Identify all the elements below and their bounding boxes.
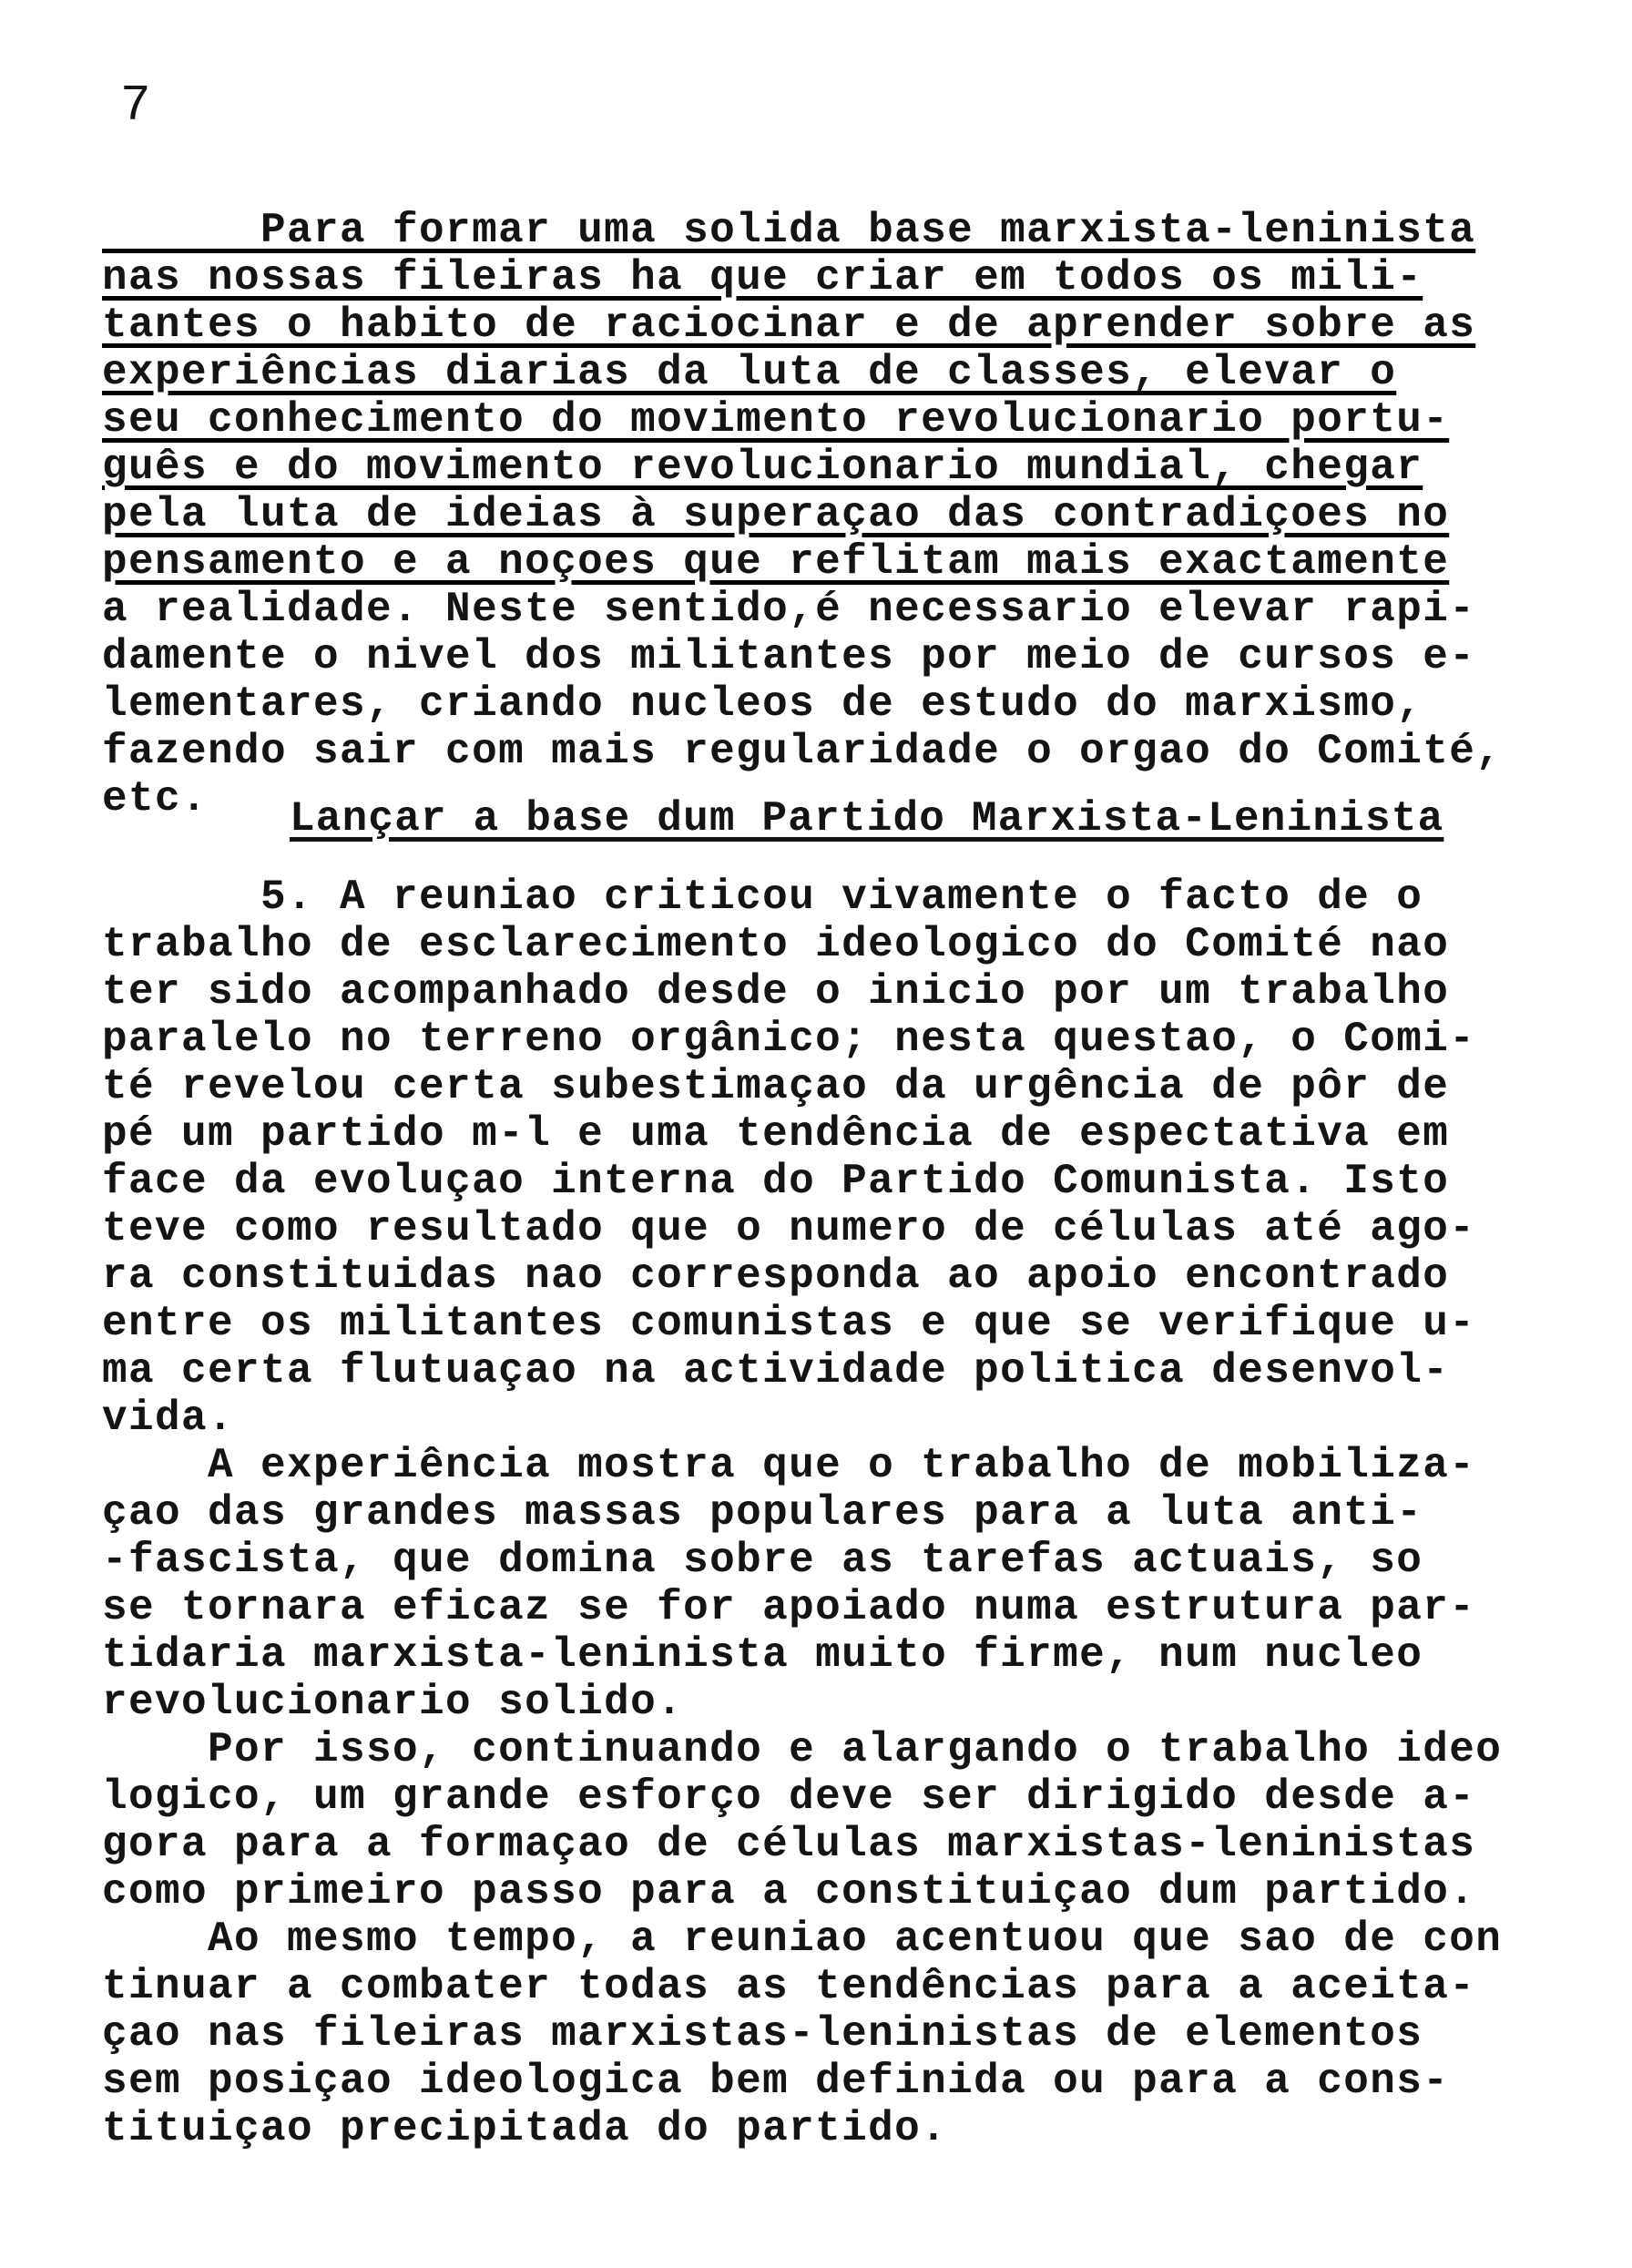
text-line: pensamento e a noçoes que reflitam mais exactamente [102,538,1450,586]
page-number: 7 [120,77,151,135]
text-line: Para formar uma solida base marxista-leninista [102,207,1476,254]
text-line: teve como resultado que o numero de células até ago- [102,1205,1476,1252]
text-line: çao nas fileiras marxistas-leninistas de elementos [102,2010,1423,2058]
text-line: tidaria marxista-leninista muito firme, num nucleo [102,1631,1423,1679]
text-line: A experiência mostra que o trabalho de mobiliza- [102,1442,1476,1489]
text-line: vida. [102,1395,235,1442]
text-line: face da evoluçao interna do Partido Comunista. Isto [102,1158,1450,1205]
text-line: revolucionario solido. [102,1679,684,1726]
text-line: nas nossas fileiras ha que criar em todos os mili- [102,254,1423,301]
text-line: damente o nivel dos militantes por meio de cursos e- [102,633,1476,680]
text-line: entre os militantes comunistas e que se verifique u- [102,1300,1476,1347]
text-line: ra constituidas nao corresponda ao apoio encontrado [102,1252,1450,1300]
text-line: Por isso, continuando e alargando o trabalho ideo [102,1726,1503,1773]
text-line: Ao mesmo tempo, a reuniao acentuou que sao de con [102,1916,1503,1963]
text-line: trabalho de esclarecimento ideologico do Comité nao [102,921,1450,968]
text-line: paralelo no terreno orgânico; nesta questao, o Comi- [102,1016,1476,1063]
text-line: a realidade. Neste sentido,é necessario elevar rapi- [102,586,1476,633]
text-line: té revelou certa subestimaçao da urgência de pôr de [102,1063,1450,1110]
text-line: -fascista, que domina sobre as tarefas actuais, so [102,1537,1423,1584]
text-line: experiências diarias da luta de classes, elevar o [102,349,1397,396]
text-line: sem posiçao ideologica bem definida ou para a cons- [102,2058,1450,2105]
text-line: lementares, criando nucleos de estudo do marxismo, [102,680,1423,728]
text-line: ter sido acompanhado desde o inicio por um trabalho [102,968,1450,1016]
text-line: seu conhecimento do movimento revolucionario portu- [102,396,1450,444]
text-line: pé um partido m-l e uma tendência de espectativa em [102,1110,1450,1158]
text-line: ma certa flutuaçao na actividade politica desenvol- [102,1347,1450,1395]
text-line: pela luta de ideias à superaçao das contradiçoes no [102,491,1450,538]
text-line: fazendo sair com mais regularidade o orgao do Comité, [102,728,1503,775]
text-line: se tornara eficaz se for apoiado numa estrutura par- [102,1584,1476,1631]
text-line: etc. [102,775,209,822]
text-line: tantes o habito de raciocinar e de aprender sobre as [102,301,1476,349]
text-line: guês e do movimento revolucionario mundial, chegar [102,444,1423,491]
text-line: çao das grandes massas populares para a luta anti- [102,1489,1423,1537]
text-line: 5. A reuniao criticou vivamente o facto de o [102,873,1423,921]
text-line: tinuar a combater todas as tendências para a aceita- [102,1963,1476,2010]
text-line: gora para a formaçao de células marxistas-leninistas [102,1821,1476,1868]
text-line: como primeiro passo para a constituiçao dum partido. [102,1868,1476,1916]
text-line: tituiçao precipitada do partido. [102,2105,948,2152]
text-line: logico, um grande esforço deve ser dirigido desde a- [102,1773,1476,1821]
section-heading: Lançar a base dum Partido Marxista-Leninista [290,795,1444,843]
